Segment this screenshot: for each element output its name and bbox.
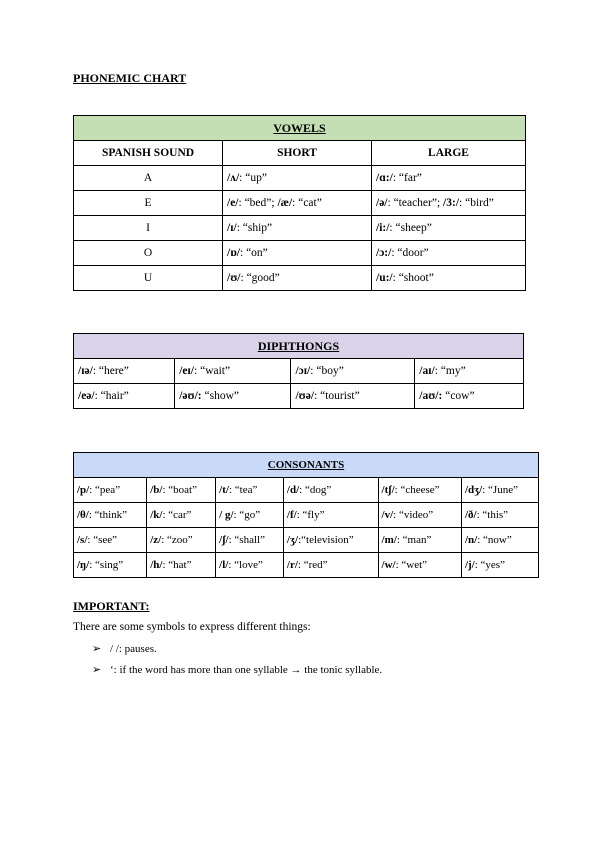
spanish-sound-cell: A xyxy=(74,166,223,191)
phoneme-symbol: /w/ xyxy=(381,559,396,571)
bullet-arrow-icon: ➢ xyxy=(92,664,102,676)
example-word: : “sing” xyxy=(89,559,124,571)
phoneme-symbol: /ɔɪ/ xyxy=(295,365,311,377)
short-vowel-cell xyxy=(223,266,372,291)
example-word: : “bed”; xyxy=(238,197,278,209)
table-row xyxy=(74,553,539,578)
example-word: : “now” xyxy=(477,534,512,546)
spanish-sound-cell: O xyxy=(74,241,223,266)
vowels-heading: VOWELS xyxy=(74,116,526,141)
example-word: : “bird” xyxy=(459,197,494,209)
phoneme-symbol: /ɪə/ xyxy=(78,365,93,377)
table-row xyxy=(74,166,526,191)
phoneme-symbol: /b/ xyxy=(150,484,163,496)
phoneme-symbol: /v/ xyxy=(381,509,394,521)
consonant-cell xyxy=(216,553,284,578)
example-word: : “door” xyxy=(391,247,429,259)
phoneme-symbol: /m/ xyxy=(381,534,397,546)
example-word: : “fly” xyxy=(296,509,325,521)
example-word: “show” xyxy=(201,390,239,402)
phoneme-symbol: /aʊ/: xyxy=(419,390,443,402)
diphthong-cell xyxy=(175,384,291,409)
consonant-cell xyxy=(147,478,216,503)
example-word: : “love” xyxy=(228,559,263,571)
phoneme-symbol: /l/ xyxy=(219,559,229,571)
phoneme-symbol: /ɪ/ xyxy=(227,222,237,234)
example-word: : “video” xyxy=(393,509,434,521)
phoneme-symbol: /ð/ xyxy=(464,509,477,521)
example-word: : “red” xyxy=(297,559,328,571)
phoneme-symbol: /tʃ/ xyxy=(381,484,395,496)
example-word: : “up” xyxy=(239,172,267,184)
consonant-cell xyxy=(216,528,284,553)
large-vowel-cell xyxy=(372,166,526,191)
diphthong-cell xyxy=(415,384,524,409)
example-word: : “tea” xyxy=(228,484,258,496)
table-row xyxy=(74,503,539,528)
bullet-arrow-icon: ➢ xyxy=(92,643,102,655)
table-row xyxy=(74,241,526,266)
phoneme-symbol: /ɑ:/ xyxy=(376,172,393,184)
example-word: : “boy” xyxy=(310,365,344,377)
example-word: : “see” xyxy=(87,534,118,546)
consonant-cell xyxy=(283,528,378,553)
table-row xyxy=(74,359,524,384)
example-word: : “cat” xyxy=(292,197,322,209)
phoneme-symbol: /n/ xyxy=(464,534,478,546)
consonant-cell xyxy=(216,478,284,503)
spanish-sound-cell: I xyxy=(74,216,223,241)
list-item xyxy=(92,642,157,655)
phoneme-symbol: /j/ xyxy=(464,559,475,571)
example-word: : “think” xyxy=(88,509,128,521)
example-word: : “here” xyxy=(92,365,129,377)
large-vowel-cell xyxy=(372,241,526,266)
example-word: : “wet” xyxy=(395,559,428,571)
consonant-cell xyxy=(74,478,147,503)
table-row xyxy=(74,191,526,216)
consonant-cell xyxy=(461,478,538,503)
spanish-sound-cell: E xyxy=(74,191,223,216)
list-item xyxy=(92,663,382,676)
phoneme-symbol: /ɒ/ xyxy=(227,247,240,259)
phoneme-symbol: /k/ xyxy=(150,509,163,521)
consonant-cell xyxy=(147,553,216,578)
table-row xyxy=(74,266,526,291)
consonant-cell xyxy=(147,528,216,553)
example-word: : “yes” xyxy=(474,559,505,571)
col-header-short: SHORT xyxy=(223,141,372,166)
phoneme-symbol: /t/ xyxy=(219,484,229,496)
consonant-cell xyxy=(74,553,147,578)
phoneme-symbol: /s/ xyxy=(77,534,88,546)
example-word: : “far” xyxy=(392,172,422,184)
diphthong-cell xyxy=(415,359,524,384)
large-vowel-cell xyxy=(372,216,526,241)
consonant-cell xyxy=(378,503,461,528)
example-word: : “ship” xyxy=(236,222,273,234)
phoneme-symbol: /ʒ/ xyxy=(286,534,299,546)
phoneme-symbol: /eə/ xyxy=(78,390,95,402)
example-word: : “wait” xyxy=(194,365,231,377)
short-vowel-cell xyxy=(223,241,372,266)
example-word: : “June” xyxy=(482,484,518,496)
example-word: “cow” xyxy=(442,390,475,402)
phoneme-symbol: /ə/ xyxy=(376,197,388,209)
important-intro: There are some symbols to express different things: xyxy=(73,621,311,633)
diphthong-cell xyxy=(291,359,415,384)
phoneme-symbol: /e/ xyxy=(227,197,239,209)
diphthong-cell xyxy=(175,359,291,384)
phoneme-symbol: /ŋ/ xyxy=(77,559,90,571)
example-word: : “hat” xyxy=(162,559,192,571)
consonant-cell xyxy=(378,553,461,578)
short-vowel-cell xyxy=(223,166,372,191)
phoneme-symbol: /ʊ/ xyxy=(227,272,241,284)
consonant-cell xyxy=(283,553,378,578)
example-word: : “man” xyxy=(396,534,432,546)
example-word: : “shoot” xyxy=(392,272,434,284)
diphthong-cell xyxy=(74,359,175,384)
diphthong-cell xyxy=(291,384,415,409)
phoneme-symbol: /r/ xyxy=(286,559,298,571)
consonant-cell xyxy=(378,528,461,553)
consonant-cell xyxy=(283,503,378,528)
example-word: :“television” xyxy=(298,534,354,546)
example-word: : “boat” xyxy=(162,484,197,496)
short-vowel-cell xyxy=(223,216,372,241)
example-word: : “sheep” xyxy=(389,222,432,234)
consonant-cell xyxy=(461,553,538,578)
col-header-spanish: SPANISH SOUND xyxy=(74,141,223,166)
diphthong-cell xyxy=(74,384,175,409)
consonant-cell xyxy=(378,478,461,503)
spanish-sound-cell: U xyxy=(74,266,223,291)
phoneme-symbol: / g/ xyxy=(219,509,234,521)
consonant-cell xyxy=(283,478,378,503)
large-vowel-cell xyxy=(372,191,526,216)
phoneme-symbol: /əʊ/: xyxy=(179,390,202,402)
example-word: : “teacher”; xyxy=(387,197,444,209)
important-heading: IMPORTANT: xyxy=(73,599,150,613)
large-vowel-cell xyxy=(372,266,526,291)
example-word: : “good” xyxy=(240,272,280,284)
example-word: : “shall” xyxy=(228,534,265,546)
consonant-cell xyxy=(74,528,147,553)
phoneme-symbol: /d/ xyxy=(286,484,300,496)
example-word: : “pea” xyxy=(89,484,121,496)
list-item-text: / /: pauses. xyxy=(110,643,157,655)
phoneme-symbol: /ʌ/ xyxy=(227,172,240,184)
col-header-large: LARGE xyxy=(372,141,526,166)
phoneme-symbol: /z/ xyxy=(150,534,162,546)
phoneme-symbol: /dʒ/ xyxy=(464,484,483,496)
phoneme-symbol: /u:/ xyxy=(376,272,393,284)
table-row xyxy=(74,384,524,409)
phoneme-symbol: /æ/ xyxy=(277,197,293,209)
phoneme-symbol: /3:/ xyxy=(443,197,460,209)
example-word: : “cheese” xyxy=(394,484,440,496)
example-word: : “car” xyxy=(162,509,192,521)
diphthongs-table xyxy=(73,333,524,409)
consonant-cell xyxy=(216,503,284,528)
phoneme-symbol: /eɪ/ xyxy=(179,365,195,377)
example-word: : “my” xyxy=(434,365,466,377)
phoneme-symbol: /θ/ xyxy=(77,509,89,521)
example-word: : “on” xyxy=(240,247,268,259)
vowels-table xyxy=(73,115,526,291)
phoneme-symbol: /f/ xyxy=(286,509,297,521)
phoneme-symbol: /ʊə/ xyxy=(295,390,315,402)
short-vowel-cell xyxy=(223,191,372,216)
example-word: : “dog” xyxy=(299,484,332,496)
consonant-cell xyxy=(147,503,216,528)
consonant-cell xyxy=(74,503,147,528)
example-word: : “tourist” xyxy=(314,390,360,402)
phoneme-symbol: /aɪ/ xyxy=(419,365,435,377)
phoneme-symbol: /ʃ/ xyxy=(219,534,229,546)
table-row xyxy=(74,528,539,553)
phoneme-symbol: /ɔ:/ xyxy=(376,247,392,259)
table-row xyxy=(74,216,526,241)
page-title: PHONEMIC CHART xyxy=(73,71,187,85)
consonant-cell xyxy=(461,528,538,553)
example-word: : “hair” xyxy=(94,390,129,402)
diphthongs-heading: DIPHTHONGS xyxy=(74,334,524,359)
phoneme-symbol: /h/ xyxy=(150,559,163,571)
list-item-text: ‘: if the word has more than one syllable → the tonic syllable. xyxy=(110,664,383,676)
consonants-heading: CONSONANTS xyxy=(74,453,539,478)
example-word: : “this” xyxy=(476,509,509,521)
phoneme-symbol: /p/ xyxy=(77,484,90,496)
consonant-cell xyxy=(461,503,538,528)
example-word: : “zoo” xyxy=(161,534,193,546)
table-row xyxy=(74,478,539,503)
consonants-table xyxy=(73,452,539,578)
example-word: : “go” xyxy=(233,509,261,521)
phoneme-symbol: /i:/ xyxy=(376,222,390,234)
